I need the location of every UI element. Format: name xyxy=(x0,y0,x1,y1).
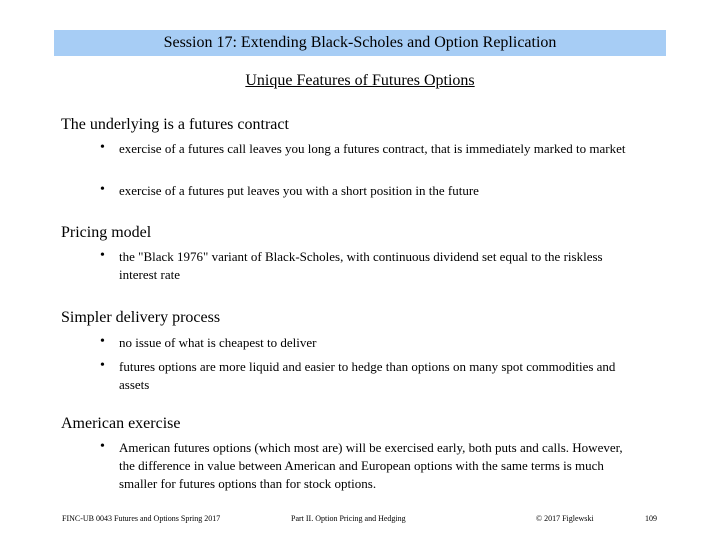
footer-course: FINC-UB 0043 Futures and Options Spring 2017 xyxy=(62,514,221,523)
bullet-text: the "Black 1976" variant of Black-Scholes, with continuous dividend set equal to the riskless interest rate xyxy=(119,249,603,282)
bullet-item xyxy=(100,358,640,394)
slide-subtitle: Unique Features of Futures Options xyxy=(245,72,475,89)
slide-title: Session 17: Extending Black-Scholes and Option Replication xyxy=(163,34,557,51)
bullet-icon: • xyxy=(100,182,105,197)
bullet-text: no issue of what is cheapest to deliver xyxy=(119,335,317,350)
bullet-icon: • xyxy=(100,248,105,263)
section-heading-american: American exercise xyxy=(61,415,181,432)
footer-copyright: © 2017 Figlewski xyxy=(536,514,594,523)
bullet-icon: • xyxy=(100,334,105,349)
bullet-icon: • xyxy=(100,358,105,373)
bullet-text: exercise of a futures call leaves you long a futures contract, that is immediately marked to market xyxy=(119,141,626,156)
bullet-text: exercise of a futures put leaves you with a short position in the future xyxy=(119,183,479,198)
section-heading-underlying: The underlying is a futures contract xyxy=(61,116,289,133)
footer-part: Part II. Option Pricing and Hedging xyxy=(291,514,406,523)
bullet-icon: • xyxy=(100,140,105,155)
bullet-item xyxy=(100,334,640,352)
section-heading-pricing: Pricing model xyxy=(61,224,152,241)
bullet-icon: • xyxy=(100,439,105,454)
bullet-text: futures options are more liquid and easier to hedge than options on many spot commodities and assets xyxy=(119,359,616,392)
bullet-text: American futures options (which most are) will be exercised early, both puts and calls. However, the difference in value between American and European options with the same terms is much smaller for futures options than for stock options. xyxy=(119,440,623,491)
bullet-item xyxy=(100,439,640,493)
bullet-item xyxy=(100,248,640,284)
bullet-item xyxy=(100,140,640,158)
section-heading-delivery: Simpler delivery process xyxy=(61,309,221,326)
footer-page-number: 109 xyxy=(645,514,657,523)
bullet-item xyxy=(100,182,640,200)
slide-header-bar xyxy=(54,30,666,56)
